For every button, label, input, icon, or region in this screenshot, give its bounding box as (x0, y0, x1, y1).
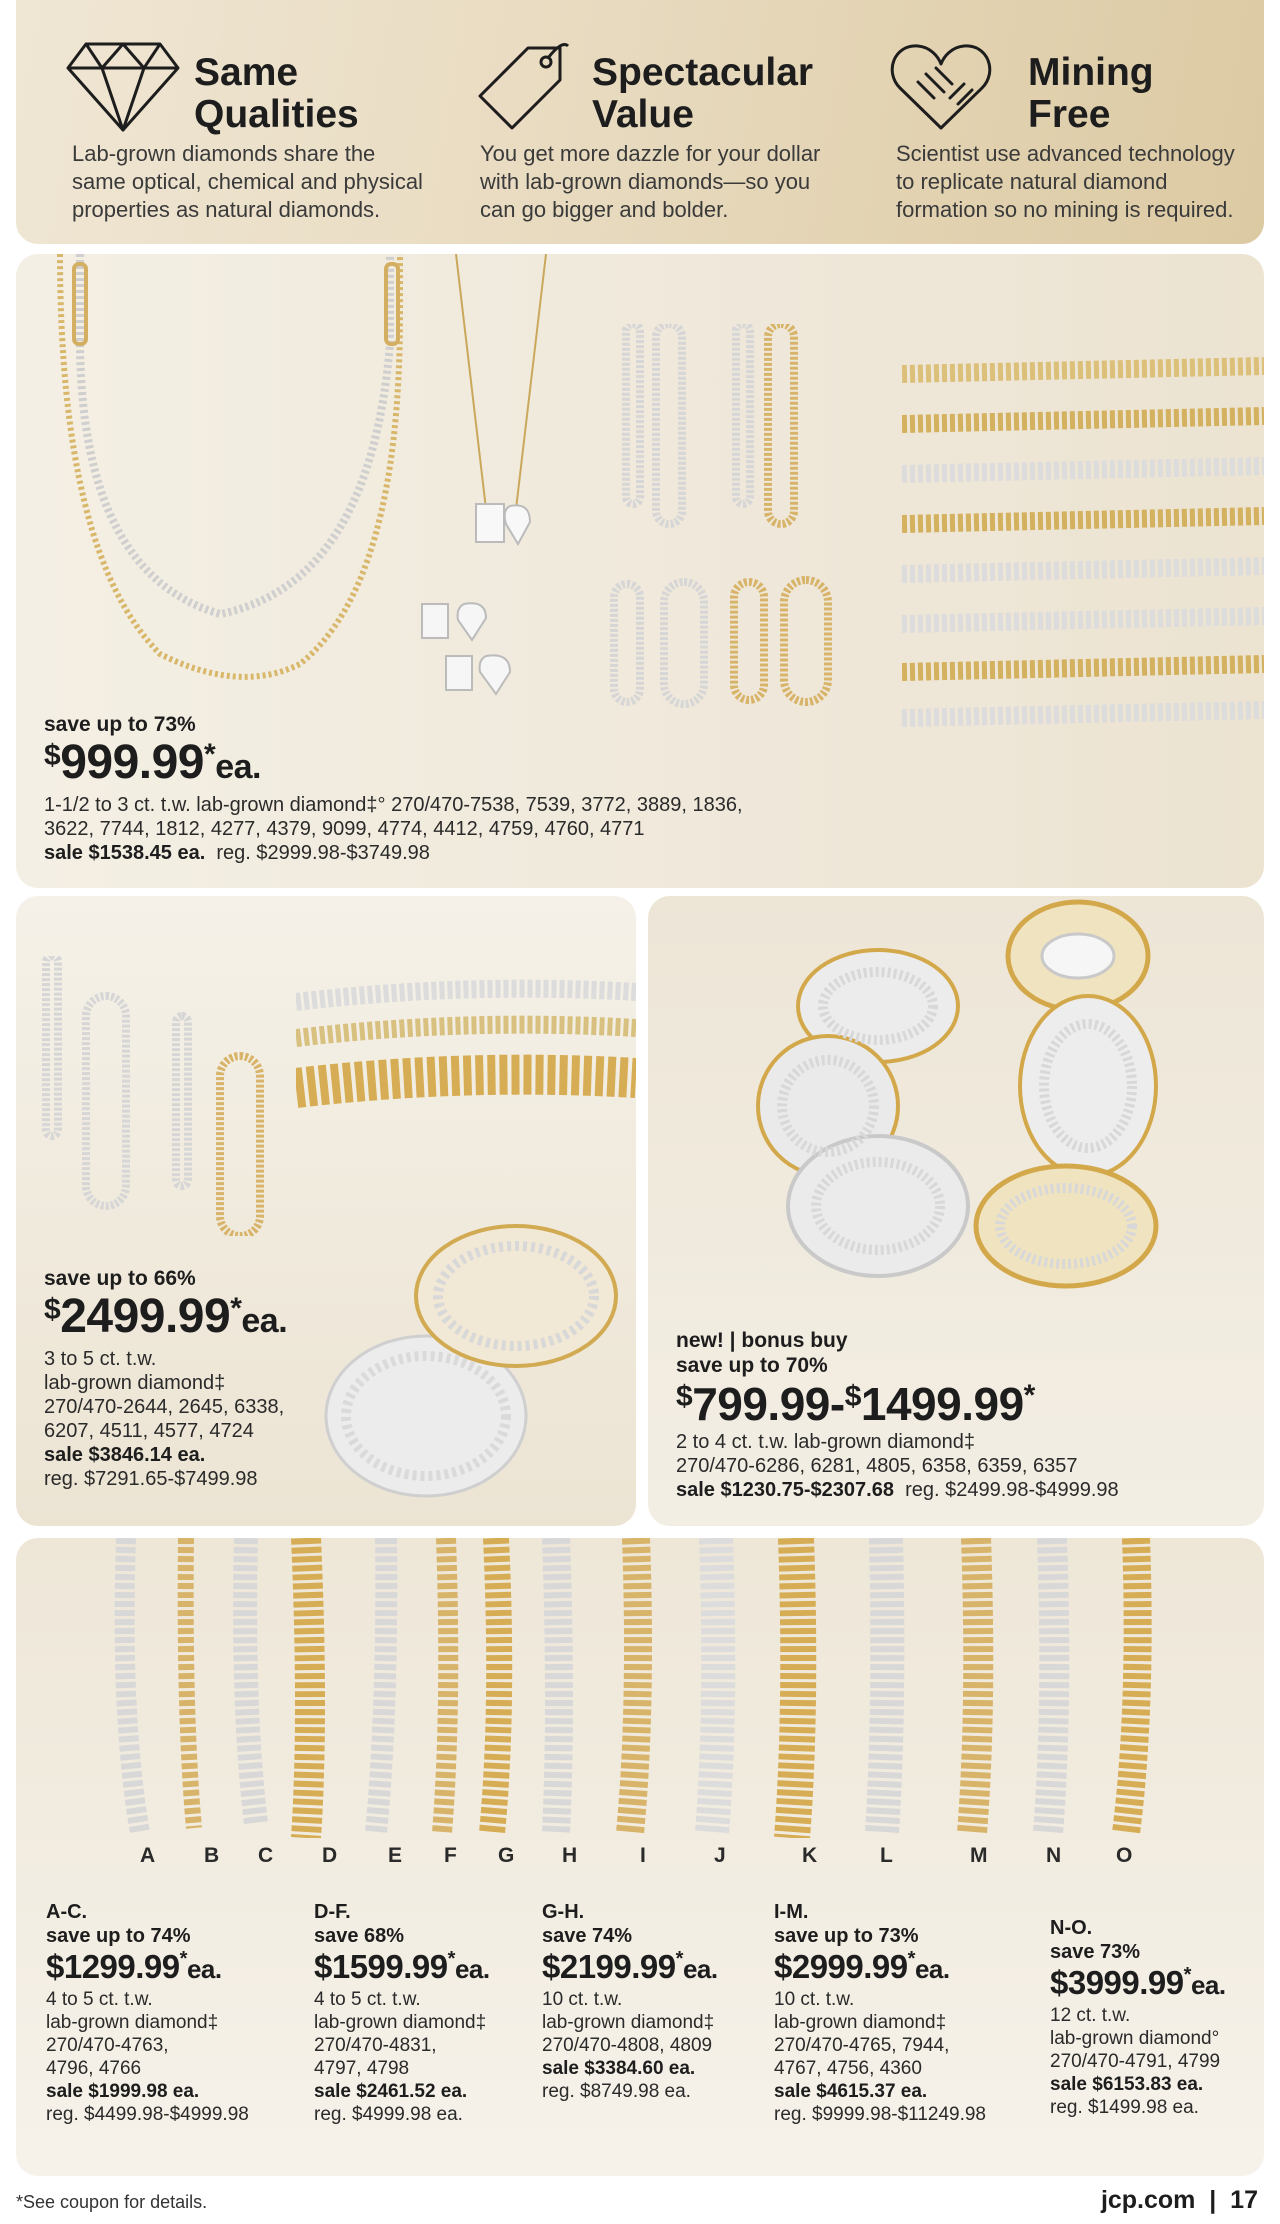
offer-group: N-O. (1050, 1917, 1093, 1939)
bracelet-offer-g-h (542, 1900, 762, 2103)
benefit-title: Spectacular Value (592, 51, 814, 136)
hoop-earrings-image (606, 324, 866, 754)
bracelet-offer-n-o (1050, 1916, 1262, 2119)
bracelet-offer-a-c (46, 1900, 286, 2126)
offer-reg-price: reg. $8749.98 ea. (542, 2081, 691, 2102)
offer-sale-price: sale $2461.52 ea. (314, 2081, 468, 2102)
bracelet-offer-i-m (774, 1900, 1024, 2126)
offer-save: save up to 74% (46, 1925, 191, 1947)
offer-price-value: $2999.99 (774, 1948, 908, 1985)
offer-price: $2999.99*ea. (774, 1948, 950, 1985)
offer-description: 10 ct. t.w. lab-grown diamond‡ 270/470-4808, 4809 (542, 1989, 715, 2056)
offer-reg-price: reg. $2999.98-$3749.98 (216, 842, 430, 864)
bracelet-letter: F (444, 1844, 457, 1867)
offer-sale-line (774, 2080, 1024, 2103)
bracelet-letter: N (1046, 1844, 1062, 1867)
offer-price: $1599.99*ea. (314, 1948, 490, 1985)
offer-description: 2 to 4 ct. t.w. lab-grown diamond‡ 270/470-6286, 6281, 4805, 6358, 6359, 6357 (676, 1431, 1078, 1477)
offer-save: save up to 73% (774, 1925, 919, 1947)
offer-reg-price: reg. $2499.98-$4999.98 (905, 1479, 1119, 1501)
offer-price-value: $2199.99 (542, 1948, 676, 1985)
offer-sale-line (44, 841, 864, 865)
offer-sale-line (314, 2080, 534, 2103)
offer-reg-price: reg. $4499.98-$4999.98 (46, 2104, 249, 2125)
bracelet-letter: J (714, 1844, 726, 1867)
offer-description: 3 to 5 ct. t.w. lab-grown diamond‡ 270/470-2644, 2645, 6338, 6207, 4511, 4577, 4724 (44, 1348, 285, 1442)
bracelet-letter-row (0, 1844, 1280, 1874)
price-tag-icon (470, 38, 570, 138)
bracelet-stack-image (902, 354, 1264, 774)
bracelet-letter: G (498, 1844, 515, 1867)
offer-price: $799.99-$1499.99* (676, 1378, 1035, 1430)
offer-price-value: $1599.99 (314, 1948, 448, 1985)
offer-group: D-F. (314, 1901, 351, 1923)
offer-price-unit: ea. (186, 1954, 222, 1984)
offer-price-value: $1299.99 (46, 1948, 180, 1985)
benefit-title: Mining Free (1028, 51, 1154, 136)
offer-description: 10 ct. t.w. lab-grown diamond‡ 270/470-4765, 7944, 4767, 4756, 4360 (774, 1989, 950, 2079)
offer-price: $1299.99*ea. (46, 1948, 222, 1985)
offer-sale-price: sale $3846.14 ea. (44, 1444, 206, 1466)
stud-earrings-image (406, 584, 536, 714)
offer-price: $999.99*ea. (44, 736, 261, 789)
offer-badge: new! | bonus buy (676, 1329, 848, 1352)
cocktail-rings-panel (648, 896, 1264, 1526)
offer-save: save up to 70% (676, 1354, 828, 1377)
offer-hoops-rings (44, 1266, 364, 1491)
offer-save: save 74% (542, 1925, 633, 1947)
offer-group: A-C. (46, 1901, 88, 1923)
bracelet-letter: E (388, 1844, 403, 1867)
offer-cocktail-rings (676, 1328, 1256, 1502)
offer-save: save up to 66% (44, 1267, 196, 1290)
offer-save: save 73% (1050, 1941, 1141, 1963)
tennis-bracelets-image (76, 1538, 1206, 1838)
bracelet-letter: D (322, 1844, 338, 1867)
offer-price-value: 2499.99 (60, 1290, 231, 1343)
offer-sale-line (46, 2080, 286, 2103)
benefit-text: You get more dazzle for your dollar with lab-grown diamonds—so you can go bigger and bolder. (480, 141, 821, 222)
bracelet-letter: H (562, 1844, 578, 1867)
bracelet-letter: K (802, 1844, 818, 1867)
offer-sale-price: sale $1230.75-$2307.68 (676, 1479, 894, 1501)
bracelet-offer-d-f (314, 1900, 534, 2126)
offer-sale-line (676, 1478, 1256, 1502)
pendant-necklace-image (426, 254, 576, 584)
offer-price-unit: ea. (454, 1954, 490, 1984)
offer-reg-price: reg. $1499.98 ea. (1050, 2097, 1199, 2118)
hoops-ring-panel (16, 896, 636, 1526)
benefits-banner (16, 0, 1264, 244)
offer-price-low: 799.99- (692, 1378, 845, 1430)
offer-sale-price: sale $4615.37 ea. (774, 2081, 928, 2102)
site-page-number: jcp.com | 17 (1100, 2186, 1258, 2214)
offer-sale-line (1050, 2073, 1262, 2096)
coupon-footnote: *See coupon for details. (16, 2192, 208, 2212)
benefit-text: Lab-grown diamonds share the same optical, chemical and physical properties as natural diamonds. (72, 141, 423, 222)
offer-description: 4 to 5 ct. t.w. lab-grown diamond‡ 270/470-4763, 4796, 4766 (46, 1989, 219, 2079)
offer-price-high: 1499.99 (860, 1378, 1024, 1430)
diamond-icon (64, 38, 182, 134)
offer-sale-line (44, 1443, 364, 1467)
offer-sale-price: sale $1999.98 ea. (46, 2081, 200, 2102)
benefit-title: Same Qualities (194, 51, 359, 136)
tennis-necklace-image (40, 254, 420, 704)
offer-price-unit: ea. (241, 1302, 288, 1340)
offer-price: $3999.99*ea. (1050, 1964, 1226, 2001)
offer-save: save 68% (314, 1925, 405, 1947)
bracelet-letter: C (258, 1844, 274, 1867)
cluster-rings-image (316, 1206, 636, 1526)
offer-price-value: $3999.99 (1050, 1964, 1184, 2001)
offer-group: I-M. (774, 1901, 809, 1923)
offer-sale-line (542, 2057, 762, 2080)
offer-sale-price: sale $6153.83 ea. (1050, 2074, 1204, 2095)
offer-reg-price: reg. $4999.98 ea. (314, 2104, 463, 2125)
bracelet-letter: B (204, 1844, 220, 1867)
offer-price-unit: ea. (215, 748, 261, 786)
offer-group: G-H. (542, 1901, 585, 1923)
bangle-bracelets-image (296, 972, 636, 1152)
bracelet-letter: L (880, 1844, 893, 1867)
cocktail-rings-image (748, 896, 1208, 1336)
bracelet-letter: O (1116, 1844, 1133, 1867)
offer-description: 12 ct. t.w. lab-grown diamond° 270/470-4791, 4799 (1050, 2005, 1221, 2072)
offer-description: 1-1/2 to 3 ct. t.w. lab-grown diamond‡° 270/470-7538, 7539, 3772, 3889, 1836, 3622, 7744, 1812, 4277, 4379, 9099, 4774, 4412, 4759, 4760, 4771 (44, 794, 743, 840)
offer-price-unit: ea. (1190, 1970, 1226, 2000)
offer-sale-price: sale $1538.45 ea. (44, 842, 206, 864)
offer-reg-price: reg. $9999.98-$11249.98 (774, 2104, 986, 2125)
offer-price-unit: ea. (914, 1954, 950, 1984)
inside-out-hoops-image (36, 956, 276, 1236)
offer-price: $2499.99*ea. (44, 1290, 288, 1343)
offer-description: 4 to 5 ct. t.w. lab-grown diamond‡ 270/470-4831, 4797, 4798 (314, 1989, 487, 2079)
bracelet-letter: I (640, 1844, 646, 1867)
benefit-text: Scientist use advanced technology to replicate natural diamond formation so no mining is required. (896, 141, 1235, 222)
heart-hands-icon (888, 38, 994, 134)
bracelet-letter: A (140, 1844, 156, 1867)
offer-price: $2199.99*ea. (542, 1948, 718, 1985)
offer-necklaces (44, 712, 864, 865)
offer-price-value: 999.99 (60, 736, 204, 789)
bracelet-letter: M (970, 1844, 988, 1867)
offer-reg-price: reg. $7291.65-$7499.98 (44, 1468, 258, 1490)
offer-price-unit: ea. (682, 1954, 718, 1984)
necklace-earring-panel (16, 254, 1264, 888)
offer-save: save up to 73% (44, 713, 196, 736)
offer-sale-price: sale $3384.60 ea. (542, 2058, 696, 2079)
